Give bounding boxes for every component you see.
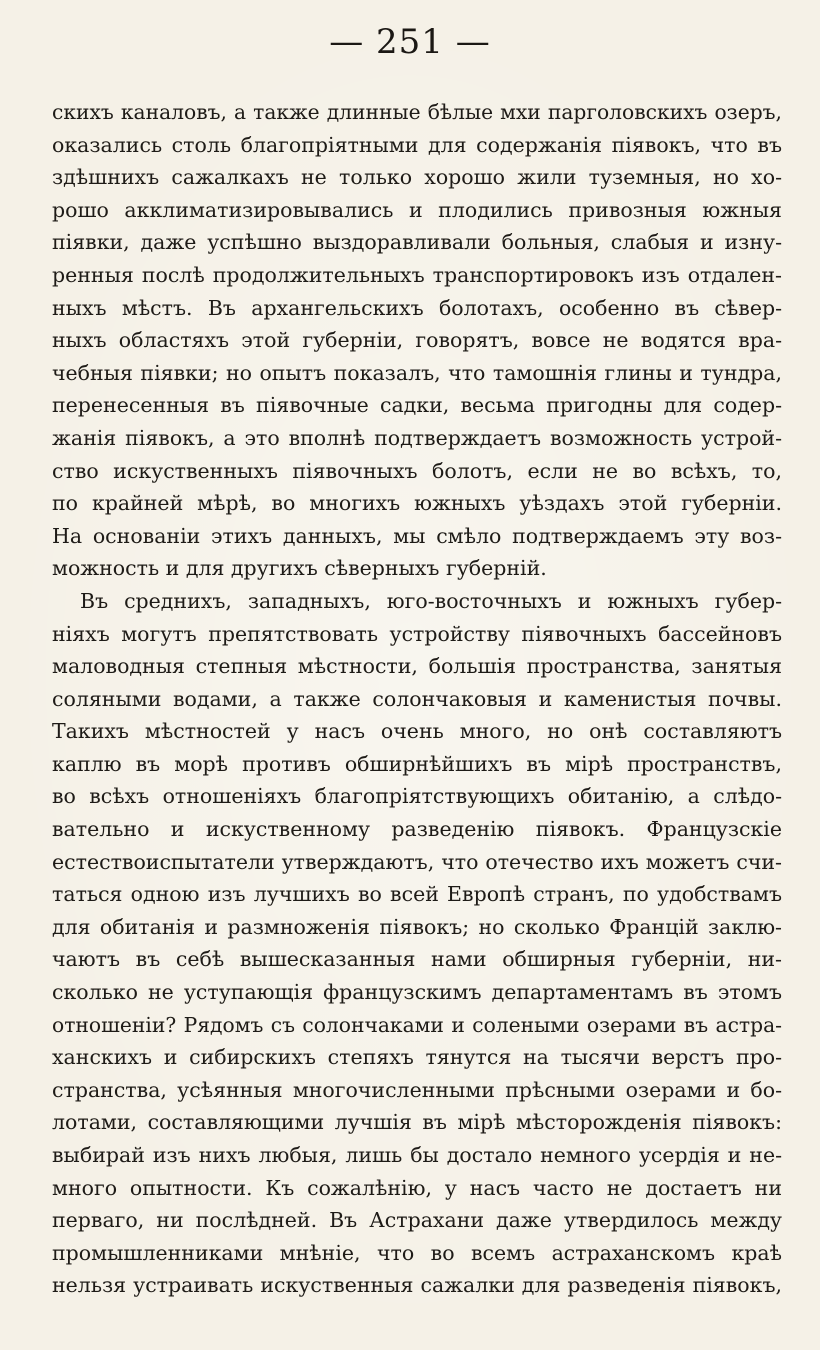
text-line: соляными водами, а также солончаковыя и каменистыя почвы. <box>52 686 782 711</box>
text-line: ныхъ областяхъ этой губерніи, говорятъ, вовсе не водятся вра- <box>52 328 782 353</box>
text-line: маловодныя степныя мѣстности, большія пространства, занятыя <box>52 654 782 679</box>
text-line: по крайней мѣрѣ, во многихъ южныхъ уѣздахъ этой губерніи. <box>52 491 782 516</box>
text-line: нельзя устраивать искуственныя сажалки для разведенія піявокъ, <box>52 1273 782 1298</box>
text-line: можность и для другихъ сѣверныхъ губерній. <box>52 556 547 581</box>
text-line: отношеніи? Рядомъ съ солончаками и солеными озерами въ астра- <box>52 1012 782 1037</box>
text-line: жанія піявокъ, а это вполнѣ подтверждаетъ возможность устрой- <box>52 425 782 450</box>
text-line: вательно и искуственному разведенію піявокъ. Французскіе <box>52 817 782 842</box>
page-number: — 251 — <box>329 22 491 62</box>
text-line: Такихъ мѣстностей у насъ очень много, но онѣ составляютъ <box>52 719 782 744</box>
text-line: ство искуственныхъ піявочныхъ болотъ, если не во всѣхъ, то, <box>52 458 782 483</box>
text-line: піявки, даже успѣшно выздоравливали больныя, слабыя и изну- <box>52 230 782 255</box>
text-line: ніяхъ могутъ препятствовать устройству піявочныхъ бассейновъ <box>52 621 782 646</box>
text-line: рошо акклиматизировывались и плодились привозныя южныя <box>52 197 782 222</box>
text-line: ренныя послѣ продолжительныхъ транспортировокъ изъ отдален- <box>52 262 782 287</box>
text-line: перваго, ни послѣдней. Въ Астрахани даже утвердилось между <box>52 1208 782 1233</box>
text-line: Въ среднихъ, западныхъ, юго-восточныхъ и южныхъ губер- <box>80 588 782 613</box>
text-line: здѣшнихъ сажалкахъ не только хорошо жили туземныя, но хо- <box>52 165 782 190</box>
text-line: много опытности. Къ сожалѣнію, у насъ часто не достаетъ ни <box>52 1175 782 1200</box>
text-line: перенесенныя въ піявочные садки, весьма пригодны для содер- <box>52 393 782 418</box>
text-line: таться одною изъ лучшихъ во всей Европѣ странъ, по удобствамъ <box>52 882 782 907</box>
text-line: странства, усѣянныя многочисленными прѣсными озерами и бо- <box>52 1077 782 1102</box>
text-line: ныхъ мѣстъ. Въ архангельскихъ болотахъ, особенно въ сѣвер- <box>52 295 782 320</box>
text-line: скихъ каналовъ, а также длинные бѣлые мхи парголовскихъ озеръ, <box>52 100 782 124</box>
text-line: чебныя піявки; но опытъ показалъ, что тамошнія глины и тундра, <box>52 360 782 385</box>
text-line: оказались столь благопріятными для содержанія піявокъ, что въ <box>52 132 782 157</box>
text-line: лотами, составляющими лучшія въ мірѣ мѣсторожденія піявокъ: <box>52 1110 782 1135</box>
text-line: ханскихъ и сибирскихъ степяхъ тянутся на тысячи верстъ про- <box>52 1045 782 1070</box>
text-line: для обитанія и размноженія піявокъ; но сколько Францій заклю- <box>52 914 782 939</box>
text-line: во всѣхъ отношеніяхъ благопріятствующихъ обитанію, а слѣдо- <box>52 784 782 809</box>
text-line: каплю въ морѣ противъ обширнѣйшихъ въ мірѣ пространствъ, <box>52 751 782 776</box>
text-line: сколько не уступающія французскимъ департаментамъ въ этомъ <box>52 980 782 1005</box>
text-line: На основаніи этихъ данныхъ, мы смѣло подтверждаемъ эту воз- <box>52 523 782 548</box>
text-line: выбирай изъ нихъ любыя, лишь бы достало немного усердія и не- <box>52 1143 782 1167</box>
text-line: промышленниками мнѣніе, что во всемъ астраханскомъ краѣ <box>52 1240 782 1265</box>
text-line: чаютъ въ себѣ вышесказанныя нами обширныя губерніи, ни- <box>52 947 782 972</box>
text-line: естествоиспытатели утверждаютъ, что отечество ихъ можетъ счи- <box>52 849 782 874</box>
body-text <box>52 96 782 1302</box>
